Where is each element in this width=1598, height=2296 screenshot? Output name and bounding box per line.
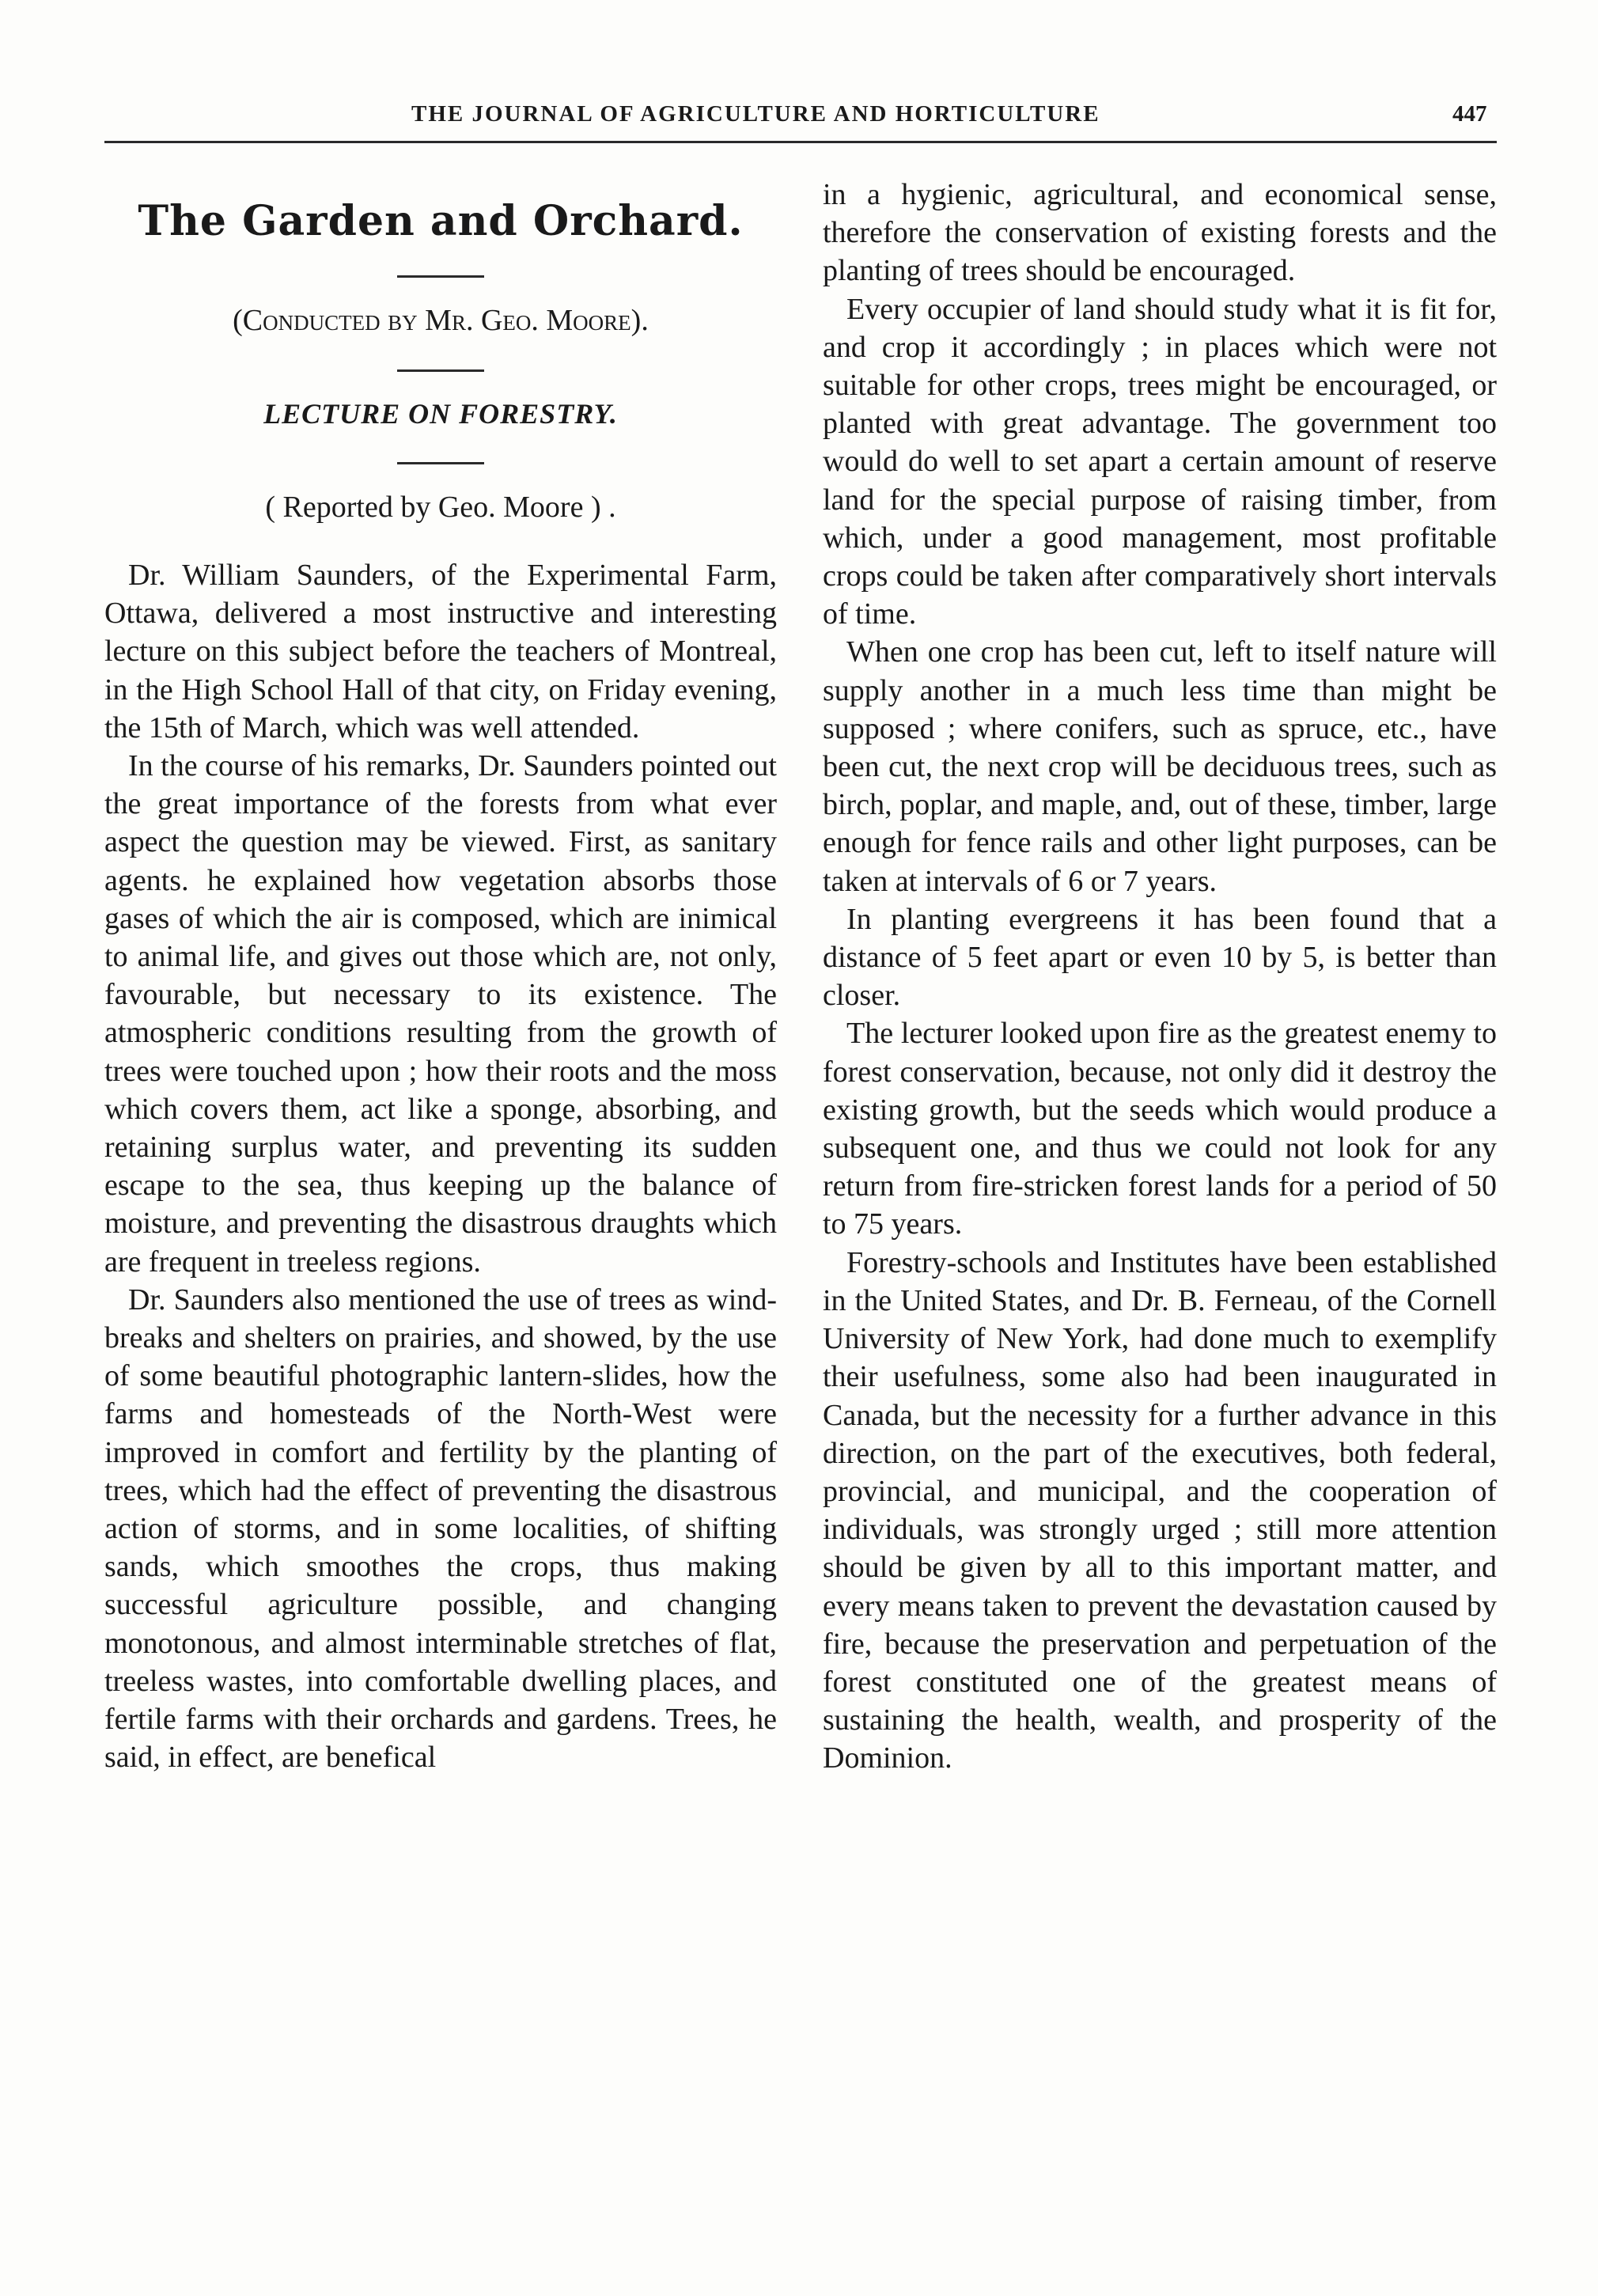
section-title: The Garden and Orchard. [138,197,744,245]
paragraph: Dr. William Saunders, of the Experimental Farm, Ottawa, delivered a most instructive and interesting lecture on this subject before the teachers of Montreal, in the High School Hall of that city, on Friday evening, the 15th of March, which was well attended. [104,559,777,744]
paragraph: In the course of his remarks, Dr. Saunders pointed out the great importance of the forests from what ever aspect the question may be viewed. First, as sanitary agents. he explained how vegetation absorbs those gases of which the air is composed, which are inimical to animal life, and gives out those which are, not only, favourable, but necessary to its existence. The atmospheric conditions resulting from the growth of trees were touched upon ; how their roots and the moss which covers them, act like a sponge, absorbing, and retaining surplus water, and preventing its sudden escape to the sea, thus keeping up the balance of moisture, and preventing the disastrous draughts which are frequent in treeless regions. [104,749,777,1279]
conducted-by-line: (Conducted by Mr. Geo. Moore). [233,304,649,337]
title-divider [397,275,484,278]
conducted-divider [397,369,484,372]
running-header [0,101,1598,133]
left-column [104,174,777,1777]
paragraph: Dr. Saunders also mentioned the use of trees as wind-breaks and shelters on prairies, and showed, by the use of some beautiful photographic lantern-slides, how the farms and homesteads of the North-West were improved in comfort and fertility by the planting of trees, which had the effect of preventing the disastrous action of storms, and in some localities, of shifting sands, which smoothes the crops, thus making successful agriculture possible, and changing monotonous, and almost interminable stretches of flat, treeless wastes, into comfortable dwelling places, and fertile farms with their orchards and gardens. Trees, he said, in effect, are benefical [104,1283,777,1775]
header-rule [104,141,1497,143]
paragraph: The lecturer looked upon fire as the greatest enemy to forest conservation, because, not only did it destroy the existing growth, but the seeds which would produce a subsequent one, and thus we could not look for any return from fire-stricken forest lands for a period of 50 to 75 years. [823,1017,1497,1241]
paragraph: In planting evergreens it has been found that a distance of 5 feet apart or even 10 by 5, is better than closer. [823,902,1497,1013]
paragraph: Forestry-schools and Institutes have been established in the United States, and Dr. B. Ferneau, of the Cornell University of New York, had done much to exemplify their usefulness, some also had been inaugurated in Canada, but the necessity for a further advance in this direction, on the part of the executives, both federal, provincial, and municipal, and the cooperation of individuals, was strongly urged ; still more attention should be given by all to this important matter, and every means taken to prevent the devastation caused by fire, because the preservation and perpetuation of the forest constituted one of the greatest means of sustaining the health, wealth, and prosperity of the Dominion. [823,1245,1497,1775]
page-number: 447 [1452,101,1487,127]
paragraph-continued: in a hygienic, agricultural, and economical sense, therefore the conservation of existing forests and the planting of trees should be encouraged. [823,178,1497,288]
lecture-title: LECTURE ON FORESTRY. [263,398,618,430]
running-title: THE JOURNAL OF AGRICULTURE AND HORTICULTURE [411,101,1100,127]
paragraph: When one crop has been cut, left to itself nature will supply another in a much less time than might be supposed ; where conifers, such as spruce, etc., have been cut, the next crop will be deciduous trees, such as birch, poplar, and maple, and, out of these, timber, large enough for fence rails and other light purposes, can be taken at intervals of 6 or 7 years. [823,635,1497,898]
paragraph: Every occupier of land should study what it is fit for, and crop it accordingly ; in places which were not suitable for other crops, trees might be encouraged, or planted with great advantage. The government too would do well to set apart a certain amount of reserve land for the special purpose of raising timber, from which, under a good management, most profitable crops could be taken after comparatively short intervals of time. [823,292,1497,631]
right-column [823,176,1497,1778]
reported-by-line: ( Reported by Geo. Moore ) . [265,491,616,524]
lecture-divider [397,462,484,464]
